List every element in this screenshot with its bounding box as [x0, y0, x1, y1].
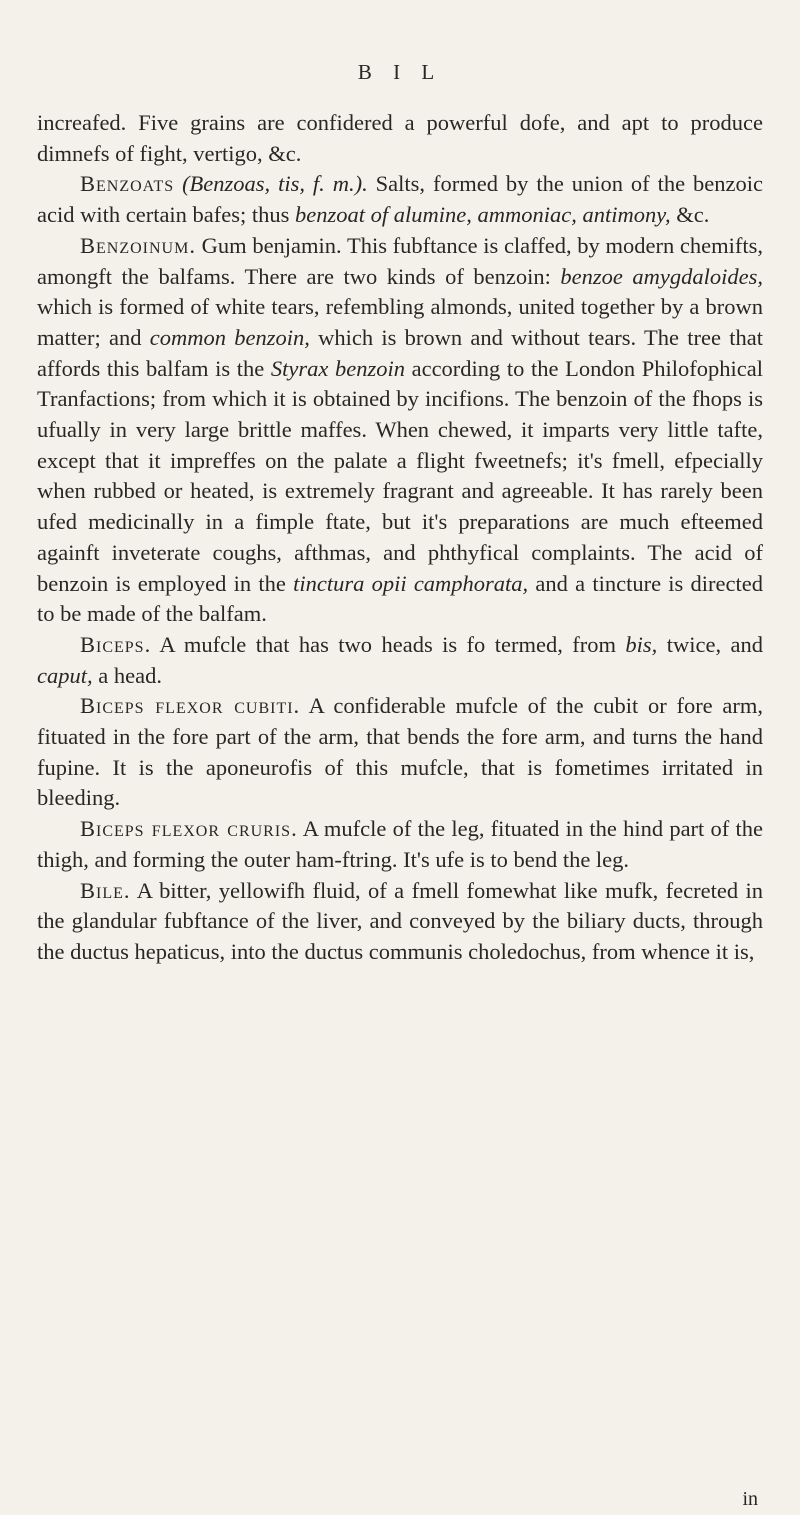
entry-text: which is formed of white tears, refembling almonds, united together by a brown matter; and: [37, 294, 763, 350]
entry-text: A mufcle that has two heads is fo termed, from: [151, 631, 626, 657]
entry-text: twice, and: [657, 631, 763, 657]
entry-text: A mufcle of the leg, fituated in the hind part of the thigh, and forming the outer ham-ftring. It's ufe is to bend the leg.: [37, 816, 764, 872]
continuation-text: increafed. Five grains are confidered a powerful dofe, and apt to produce dimnefs of fight, vertigo, &c.: [37, 110, 763, 166]
entry-italic: common benzoin,: [149, 324, 310, 350]
entry-text: A bitter, yellowifh fluid, of a fmell fomewhat like mufk, fecreted in the glandular fubftance of the liver, and conveyed by the biliary ducts, through the ductus hepaticus, into the ductus communis choledochus, from whence it is,: [37, 877, 763, 964]
entry-text: A confiderable mufcle of the cubit or fore arm, fituated in the fore part of the arm, that bends the fore arm, and turns the hand fupine. It is the aponeurofis of this mufcle, that is fometimes irritated in bleeding.: [37, 693, 763, 811]
entry-text: &c.: [670, 202, 710, 228]
entry-italic: caput,: [37, 662, 93, 688]
entry-italic: benzoe amygdaloides,: [560, 263, 763, 289]
running-title: B I L: [357, 60, 443, 84]
entry-text: a head.: [92, 662, 162, 688]
entry-text: which is brown and without tears. The tree that affords this balfam is the: [37, 324, 763, 381]
entry-italic: benzoat of alumine, ammoniac, antimony,: [295, 202, 671, 228]
entry-italic: Styrax benzoin: [270, 355, 405, 381]
entry-biceps-flexor-cubiti: [37, 691, 763, 814]
entry-text: Salts, formed by the union of the benzoic acid with certain bafes; thus: [37, 171, 763, 228]
entry-headword: Biceps flexor cruris.: [80, 816, 298, 842]
catchword: in: [742, 1488, 758, 1510]
entry-text: according to the London Philofophical Tranfactions; from which it is obtained by incifions. The benzoin of the fhops is ufually in very large brittle maffes. When chewed, it imparts very little tafte, except that it impreffes on the palate a flight fweetnefs; it's fmell, efpecially when rubbed or heated, is extremely fragrant and agreeable. It has rarely been ufed medicinally in a fimple ftate, but it's preparations are much efteemed againft inveterate coughs, afthmas, and phthyfical complaints. The acid of benzoin is employed in the: [37, 355, 763, 596]
entry-biceps-flexor-cruris: [37, 814, 763, 875]
entry-benzoinum: [37, 231, 763, 630]
entry-text: Gum benjamin. This fubftance is claffed, by modern chemifts, amongft the balfams. There are two kinds of benzoin:: [37, 232, 763, 289]
entry-biceps: [37, 630, 763, 691]
entry-headword: Biceps.: [80, 631, 152, 657]
entry-headword: Bile.: [80, 877, 131, 903]
entry-headword: Benzoinum.: [80, 232, 196, 258]
paragraph-continuation: [37, 108, 763, 169]
entry-benzoats: [37, 169, 763, 230]
entry-italic: tinctura opii camphorata,: [293, 570, 529, 596]
entry-headword: Benzoats: [80, 171, 175, 197]
entry-text: and a tincture is directed to be made of the balfam.: [37, 570, 763, 627]
dictionary-text: [37, 108, 763, 968]
entry-bile: [37, 876, 763, 968]
entry-italic: bis,: [625, 631, 658, 657]
entry-headword: Biceps flexor cubiti.: [80, 693, 301, 719]
entry-etymology: (Benzoas, tis, f. m.).: [182, 171, 368, 197]
